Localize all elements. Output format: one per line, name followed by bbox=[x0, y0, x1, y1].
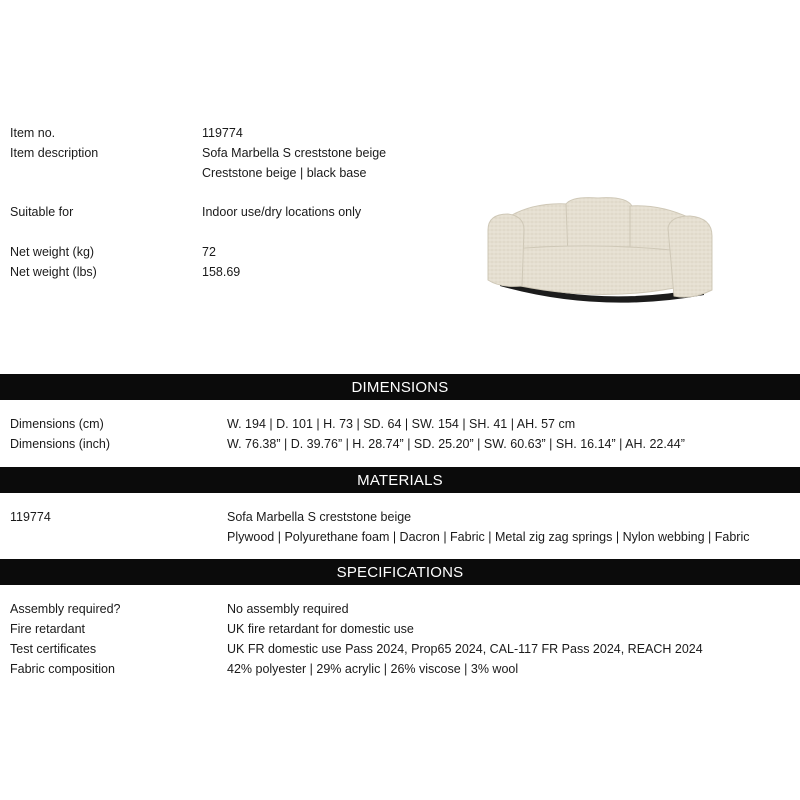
item-number-value: 119774 bbox=[202, 126, 243, 140]
dimensions-cm-value: W. 194 | D. 101 | H. 73 | SD. 64 | SW. 154 | SH. 41 | AH. 57 cm bbox=[227, 417, 576, 431]
fabric-composition-value: 42% polyester | 29% acrylic | 26% viscose | 3% wool bbox=[227, 662, 519, 676]
materials-line1: Sofa Marbella S creststone beige bbox=[227, 510, 412, 524]
assembly-label: Assembly required? bbox=[10, 602, 121, 616]
fire-retardant-value: UK fire retardant for domestic use bbox=[227, 622, 414, 636]
materials-item-label: 119774 bbox=[10, 510, 51, 524]
test-certificates-value: UK FR domestic use Pass 2024, Prop65 2024, CAL-117 FR Pass 2024, REACH 2024 bbox=[227, 642, 703, 656]
item-description-line2: Creststone beige | black base bbox=[202, 166, 367, 180]
fabric-composition-label: Fabric composition bbox=[10, 662, 115, 676]
dimensions-inch-value: W. 76.38” | D. 39.76” | H. 28.74” | SD. 25.20” | SW. 60.63” | SH. 16.14” | AH. 22.44” bbox=[227, 437, 685, 451]
fire-retardant-label: Fire retardant bbox=[10, 622, 86, 636]
dimensions-cm-label: Dimensions (cm) bbox=[10, 417, 104, 431]
sofa-arm-left bbox=[488, 214, 524, 286]
net-weight-lbs-label: Net weight (lbs) bbox=[10, 265, 97, 279]
suitable-for-value: Indoor use/dry locations only bbox=[202, 205, 362, 219]
dimensions-inch-label: Dimensions (inch) bbox=[10, 437, 111, 451]
item-description-label: Item description bbox=[10, 146, 99, 160]
sofa-arm-right bbox=[668, 216, 712, 297]
materials-line2: Plywood | Polyurethane foam | Dacron | Fabric | Metal zig zag springs | Nylon webbing | Fabric bbox=[227, 530, 750, 544]
test-certificates-label: Test certificates bbox=[10, 642, 97, 656]
net-weight-kg-label: Net weight (kg) bbox=[10, 245, 95, 259]
net-weight-kg-value: 72 bbox=[202, 245, 216, 259]
item-number-label: Item no. bbox=[10, 126, 56, 140]
suitable-for-label: Suitable for bbox=[10, 205, 74, 219]
net-weight-lbs-value: 158.69 bbox=[202, 265, 241, 279]
assembly-value: No assembly required bbox=[227, 602, 349, 616]
specifications-header: SPECIFICATIONS bbox=[0, 559, 800, 585]
item-description-line1: Sofa Marbella S creststone beige bbox=[202, 146, 387, 160]
sofa-product-image bbox=[480, 196, 720, 316]
dimensions-header: DIMENSIONS bbox=[0, 374, 800, 400]
materials-header: MATERIALS bbox=[0, 467, 800, 493]
